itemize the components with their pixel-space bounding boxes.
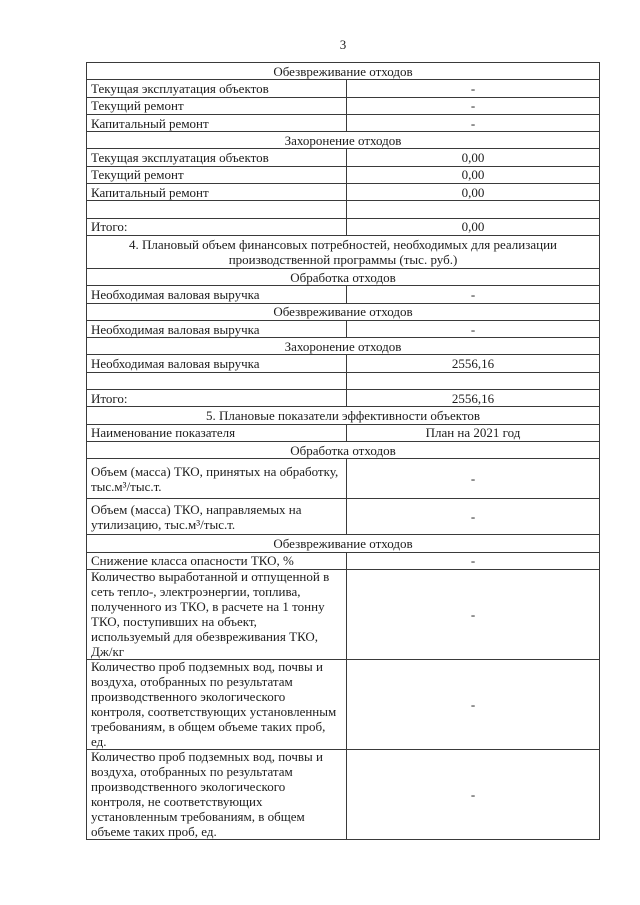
section-title: Обезвреживание отходов — [273, 63, 413, 79]
row-value-cell — [347, 355, 600, 372]
row-label: Итого: — [91, 390, 128, 406]
row-label-cell — [87, 167, 347, 184]
row-label: Наименование показателя — [91, 425, 236, 441]
section-title-cell — [87, 442, 600, 459]
row-value-cell — [347, 553, 600, 570]
row-label: Объем (масса) ТКО, направляемых на утилизацию, тыс.м³/тыс.т. — [91, 501, 302, 532]
row-label-cell — [87, 115, 347, 132]
row-label: Снижение класса опасности ТКО, % — [91, 553, 294, 569]
table-row — [87, 201, 600, 218]
section-header-row — [87, 236, 600, 269]
row-label-cell — [87, 750, 347, 840]
section-title: Обезвреживание отходов — [273, 304, 413, 320]
row-label: Необходимая валовая выручка — [91, 356, 260, 372]
table-row — [87, 98, 600, 115]
row-label-cell — [87, 355, 347, 372]
row-label-cell — [87, 286, 347, 303]
row-value-cell — [347, 459, 600, 499]
row-value-cell — [347, 201, 600, 218]
section-header-row — [87, 442, 600, 459]
table-row — [87, 750, 600, 840]
table-row — [87, 286, 600, 303]
table-row — [87, 425, 600, 442]
row-value: План на 2021 год — [425, 425, 521, 441]
section-title-cell — [87, 236, 600, 269]
row-label-cell — [87, 660, 347, 750]
section-title-cell — [87, 132, 600, 149]
section-header-row — [87, 407, 600, 424]
table-row — [87, 390, 600, 407]
table-row — [87, 499, 600, 535]
row-value-cell — [347, 286, 600, 303]
row-label: Количество проб подземных вод, почвы и воздуха, отобранных по результатам производственного экологического контроля, соответствующих установленным требованиям, в общем объеме таких проб, ед. — [91, 659, 337, 750]
table-row — [87, 80, 600, 97]
row-value: - — [470, 696, 476, 712]
table-row — [87, 459, 600, 499]
row-label: Количество выработанной и отпущенной в сеть тепло-, электроэнергии, топлива, полученного из ТКО, в расчете на 1 тонну ТКО, поступивших на объект, используемый для обезвреживания ТКО, Дж/кг — [91, 569, 330, 660]
section-header-row — [87, 304, 600, 321]
page-number: 3 — [339, 37, 347, 52]
row-value: - — [470, 786, 476, 802]
section-title: 5. Плановые показатели эффективности объектов — [205, 407, 481, 423]
table-row — [87, 355, 600, 372]
row-value-cell — [347, 115, 600, 132]
row-value: 2556,16 — [451, 356, 495, 372]
section-title: Обработка отходов — [290, 269, 396, 285]
row-value-cell — [347, 570, 600, 660]
row-value-cell — [347, 149, 600, 166]
table-row — [87, 167, 600, 184]
row-value-cell — [347, 499, 600, 535]
table-row — [87, 184, 600, 201]
row-value: - — [470, 553, 476, 569]
row-label-cell — [87, 80, 347, 97]
row-label: Необходимая валовая выручка — [91, 321, 260, 337]
row-value: - — [470, 98, 476, 114]
table-row — [87, 219, 600, 236]
row-value: - — [470, 471, 476, 487]
row-value: 0,00 — [461, 184, 485, 200]
row-label: Необходимая валовая выручка — [91, 286, 260, 302]
row-label-cell — [87, 149, 347, 166]
row-label-cell — [87, 553, 347, 570]
row-value-cell — [347, 390, 600, 407]
section-title-cell — [87, 407, 600, 424]
section-header-row — [87, 132, 600, 149]
section-title-cell — [87, 304, 600, 321]
table-row — [87, 570, 600, 660]
section-title-cell — [87, 535, 600, 552]
row-value-cell — [347, 373, 600, 390]
row-value: - — [470, 80, 476, 96]
section-header-row — [87, 535, 600, 552]
row-label-cell — [87, 459, 347, 499]
row-value: 0,00 — [461, 219, 485, 235]
section-title: Обработка отходов — [290, 442, 396, 458]
row-label: Текущий ремонт — [91, 98, 184, 114]
row-label-cell — [87, 98, 347, 115]
row-value-cell — [347, 425, 600, 442]
row-value: 2556,16 — [451, 390, 495, 406]
row-label-cell — [87, 390, 347, 407]
row-label-cell — [87, 201, 347, 218]
section-header-row — [87, 338, 600, 355]
row-value: - — [470, 509, 476, 525]
row-label-cell — [87, 321, 347, 338]
section-title-cell — [87, 269, 600, 286]
section-header-row — [87, 269, 600, 286]
section-title-cell — [87, 338, 600, 355]
row-value: 0,00 — [461, 150, 485, 166]
table-row — [87, 660, 600, 750]
row-label: Объем (масса) ТКО, принятых на обработку, тыс.м³/тыс.т. — [91, 463, 339, 494]
table-row — [87, 373, 600, 390]
row-label-cell — [87, 499, 347, 535]
row-value-cell — [347, 750, 600, 840]
row-label: Текущий ремонт — [91, 167, 184, 183]
row-label: Капитальный ремонт — [91, 115, 209, 131]
row-label: Текущая эксплуатация объектов — [91, 150, 269, 166]
row-value-cell — [347, 80, 600, 97]
row-label: Количество проб подземных вод, почвы и воздуха, отобранных по результатам производственного экологического контроля, не соответствующих установленным требованиям, в общем объеме таких проб, ед. — [91, 749, 323, 840]
row-label-cell — [87, 425, 347, 442]
row-label: Итого: — [91, 219, 128, 235]
row-label-cell — [87, 373, 347, 390]
row-value: - — [470, 606, 476, 622]
row-value-cell — [347, 184, 600, 201]
program-table — [86, 62, 600, 840]
section-title-cell — [87, 63, 600, 80]
row-value-cell — [347, 321, 600, 338]
row-label-cell — [87, 570, 347, 660]
table-row — [87, 553, 600, 570]
table-row — [87, 115, 600, 132]
row-label-cell — [87, 184, 347, 201]
row-label: Текущая эксплуатация объектов — [91, 80, 269, 96]
section-title: Захоронение отходов — [284, 132, 402, 148]
row-value: - — [470, 115, 476, 131]
table-row — [87, 321, 600, 338]
row-value: - — [470, 286, 476, 302]
row-value-cell — [347, 167, 600, 184]
row-label: Капитальный ремонт — [91, 184, 209, 200]
row-value-cell — [347, 660, 600, 750]
section-header-row — [87, 63, 600, 80]
section-title: 4. Плановый объем финансовых потребностей, необходимых для реализации производственной программы (тыс. руб.) — [129, 236, 557, 267]
section-title: Обезвреживание отходов — [273, 535, 413, 551]
section-title: Захоронение отходов — [284, 338, 402, 354]
row-value-cell — [347, 219, 600, 236]
table-row — [87, 149, 600, 166]
row-value-cell — [347, 98, 600, 115]
row-value: 0,00 — [461, 167, 485, 183]
row-value: - — [470, 321, 476, 337]
row-label-cell — [87, 219, 347, 236]
